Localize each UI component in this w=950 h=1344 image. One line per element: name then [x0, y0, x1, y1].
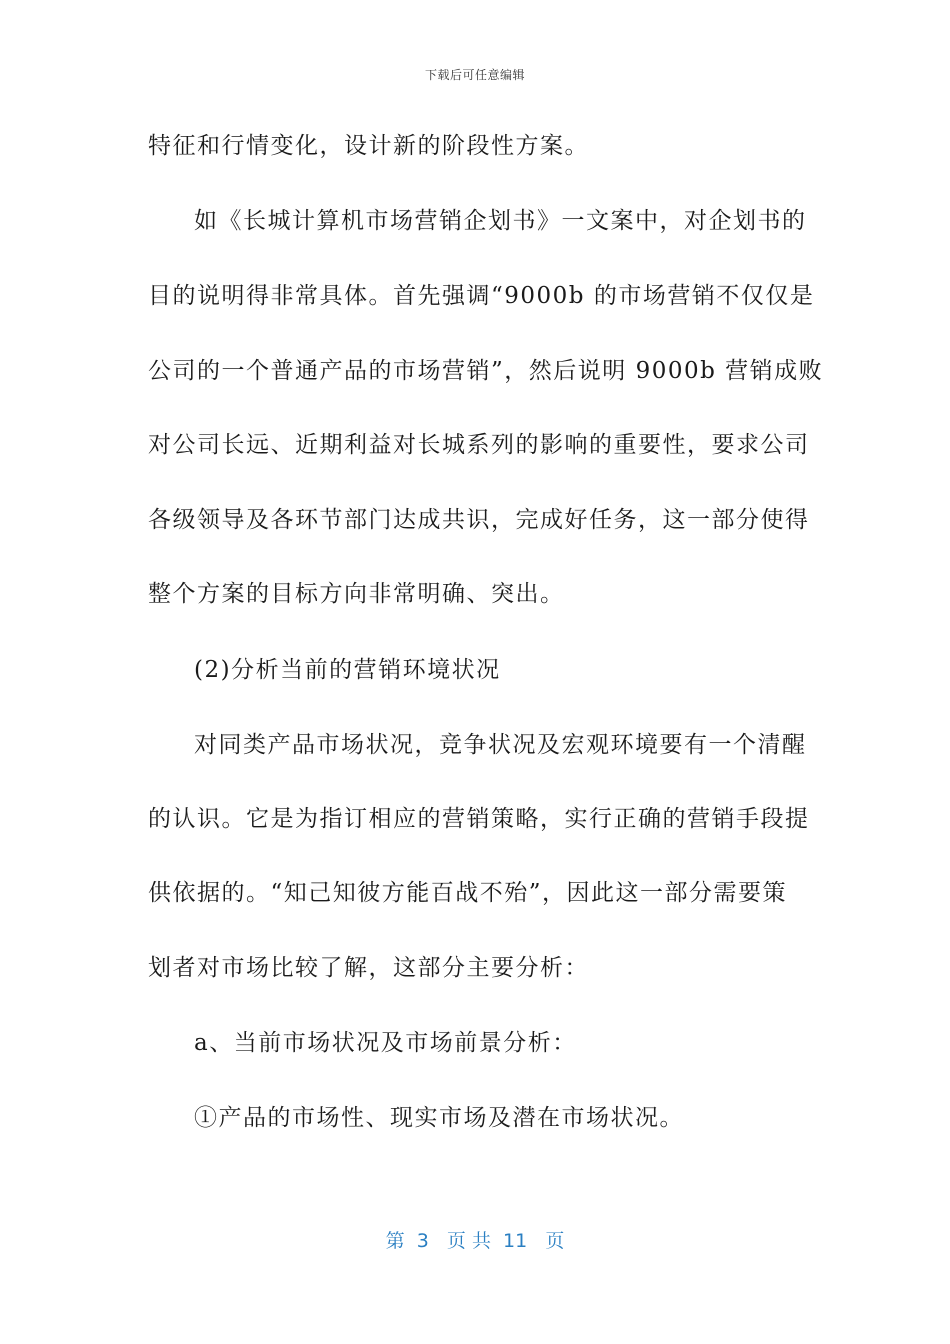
body-line: 整个方案的目标方向非常明确、突出。	[148, 581, 565, 607]
body-line: 如《长城计算机市场营销企划书》一文案中，对企划书的	[194, 208, 807, 234]
body-line: 供依据的。“知己知彼方能百战不殆”，因此这一部分需要策	[148, 880, 788, 906]
body-line: 的认识。它是为指订相应的营销策略，实行正确的营销手段提	[148, 806, 810, 832]
section-heading: (2)分析当前的营销环境状况	[194, 657, 501, 683]
body-line: 目的说明得非常具体。首先强调“9000b 的市场营销不仅仅是	[148, 283, 815, 309]
list-item: ①产品的市场性、现实市场及潜在市场状况。	[194, 1105, 684, 1131]
body-line: 公司的一个普通产品的市场营销”，然后说明 9000b 营销成败	[148, 358, 824, 384]
page-number-footer: 第 3 页 共 11 页	[385, 1230, 565, 1252]
body-line: 划者对市场比较了解，这部分主要分析：	[148, 955, 589, 981]
body-line: 各级领导及各环节部门达成共识，完成好任务，这一部分使得	[148, 507, 810, 533]
body-line: 对公司长远、近期利益对长城系列的影响的重要性，要求公司	[148, 432, 810, 458]
body-line: 特征和行情变化，设计新的阶段性方案。	[148, 133, 589, 159]
list-item: a、当前市场状况及市场前景分析：	[194, 1030, 577, 1056]
body-line: 对同类产品市场状况，竞争状况及宏观环境要有一个清醒	[194, 732, 807, 758]
page-header-note: 下载后可任意编辑	[424, 68, 525, 82]
